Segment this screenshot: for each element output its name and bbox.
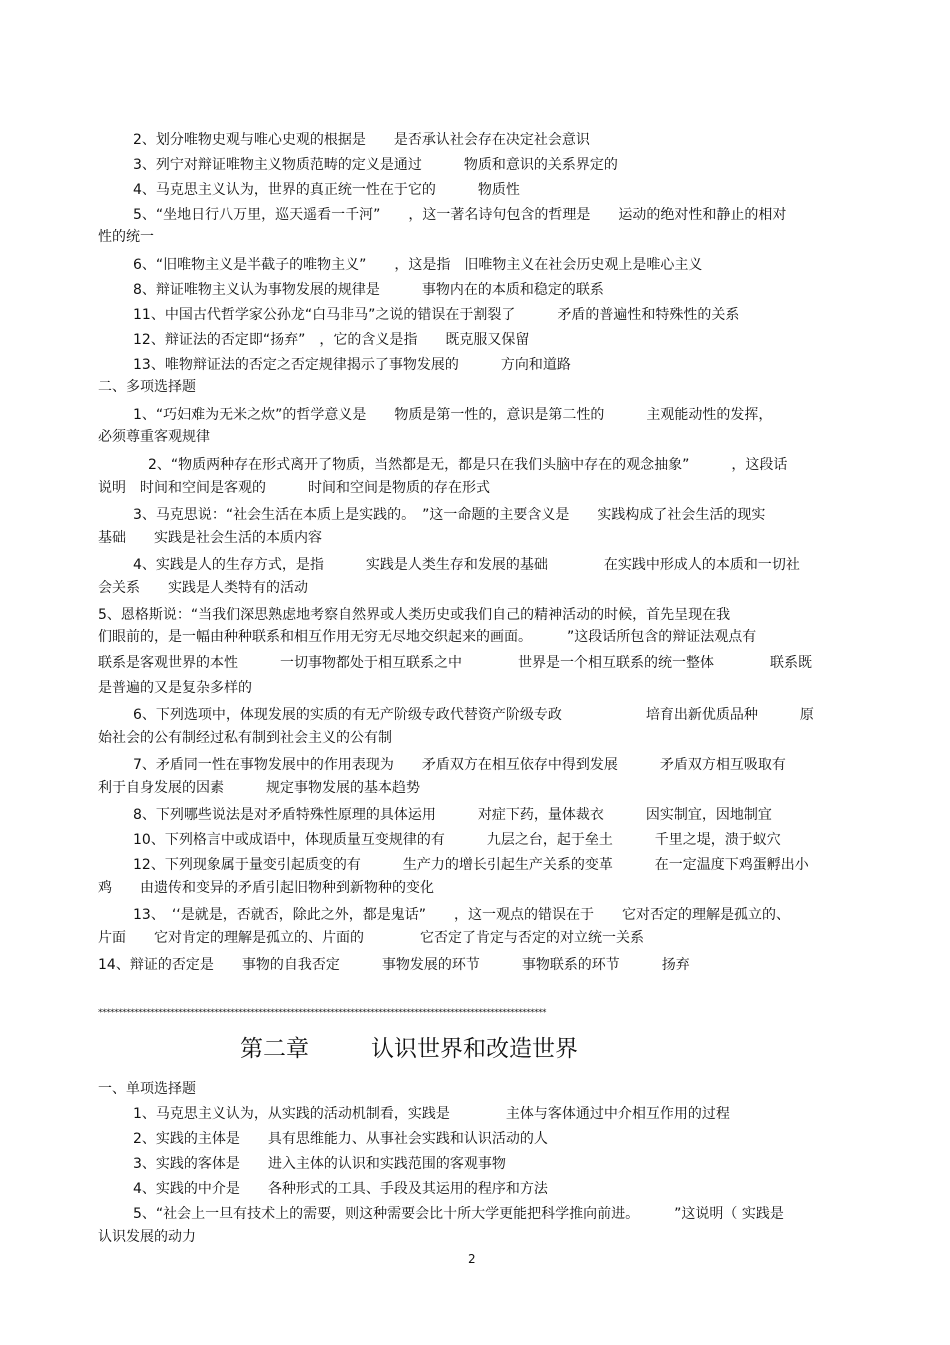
q-line: 11、中国古代哲学家公孙龙“白马非马”之说的错误在于割裂了 矛盾的普遍性和特殊性的关系: [133, 307, 740, 323]
q-line: 3、实践的客体是 进入主体的认识和实践范围的客观事物: [133, 1156, 506, 1172]
q-line: 5、“坐地日行八万里，巡天遥看一千河” ，这一著名诗句包含的哲理是 运动的绝对性和静止的相对: [133, 207, 787, 223]
q-line: 4、马克思主义认为，世界的真正统一性在于它的 物质性: [133, 182, 520, 198]
q-line: 10、下列格言中或成语中，体现质量互变规律的有 九层之台，起于垒土 千里之堤，溃于蚁穴: [133, 832, 781, 848]
q-line: 8、下列哪些说法是对矛盾特殊性原理的具体运用 对症下药，量体裁衣 因实制宜，因地制宜: [133, 807, 772, 823]
section-heading: 一、单项选择题: [98, 1081, 196, 1097]
q-line: 必须尊重客观规律: [98, 429, 210, 445]
q-line: 13、唯物辩证法的否定之否定规律揭示了事物发展的 方向和道路: [133, 357, 571, 373]
q-line: 鸡 由遗传和变异的矛盾引起旧物种到新物种的变化: [98, 880, 434, 896]
q-line: 12、下列现象属于量变引起质变的有 生产力的增长引起生产关系的变革 在一定温度下鸡蛋孵出小: [133, 857, 809, 873]
q-line: 是普遍的又是复杂多样的: [98, 680, 252, 696]
q-line: 3、马克思说：“社会生活在本质上是实践的。 ”这一命题的主要含义是 实践构成了社会生活的现实: [133, 507, 766, 523]
q-line: 始社会的公有制经过私有制到社会主义的公有制: [98, 730, 392, 746]
q-line: 2、“物质两种存在形式离开了物质，当然都是无，都是只在我们头脑中存在的观念抽象” ，这段话: [148, 457, 788, 473]
q-line: 们眼前的，是一幅由种种联系和相互作用无穷无尽地交织起来的画面。 ”这段话所包含的辩证法观点有: [98, 629, 757, 645]
chapter-title: 认识世界和改造世界: [371, 1036, 578, 1062]
chapter-heading: [240, 1034, 578, 1064]
q-line: 5、“社会上一旦有技术上的需要，则这种需要会比十所大学更能把科学推向前进。 ”这说明（ 实践是: [133, 1206, 784, 1222]
q-line: 说明 时间和空间是客观的 时间和空间是物质的存在形式: [98, 480, 490, 496]
q-line: 片面 它对肯定的理解是孤立的、片面的 它否定了肯定与否定的对立统一关系: [98, 930, 644, 946]
section-heading: 二、多项选择题: [98, 379, 196, 395]
chapter-number: 第二章: [240, 1036, 309, 1062]
q-line: 2、实践的主体是 具有思维能力、从事社会实践和认识活动的人: [133, 1131, 548, 1147]
q-line: 6、下列选项中，体现发展的实质的有无产阶级专政代替资产阶级专政 培育出新优质品种 原: [133, 707, 814, 723]
q-line: 4、实践是人的生存方式，是指 实践是人类生存和发展的基础 在实践中形成人的本质和一切社: [133, 557, 800, 573]
q-line: 7、矛盾同一性在事物发展中的作用表现为 矛盾双方在相互依存中得到发展 矛盾双方相互吸取有: [133, 757, 786, 773]
q-line: 利于自身发展的因素 规定事物发展的基本趋势: [98, 780, 420, 796]
q-line: 13、 ‘‘是就是，否就否，除此之外，都是鬼话” ，这一观点的错误在于 它对否定的理解是孤立的、: [133, 907, 790, 923]
q-line: 12、辩证法的否定即“扬弃” ，它的含义是指 既克服又保留: [133, 332, 530, 348]
page-number: 2: [468, 1252, 476, 1266]
q-line: 基础 实践是社会生活的本质内容: [98, 530, 322, 546]
q-line: 1、马克思主义认为，从实践的活动机制看，实践是 主体与客体通过中介相互作用的过程: [133, 1106, 730, 1122]
q-line: 认识发展的动力: [98, 1229, 196, 1245]
q-line: 会关系 实践是人类特有的活动: [98, 580, 308, 596]
q-line: 5、恩格斯说：“当我们深思熟虑地考察自然界或人类历史或我们自己的精神活动的时候，首先呈现在我: [98, 607, 731, 623]
q-line: 14、辩证的否定是 事物的自我否定 事物发展的环节 事物联系的环节 扬弃: [98, 957, 690, 973]
q-line: 8、辩证唯物主义认为事物发展的规律是 事物内在的本质和稳定的联系: [133, 282, 604, 298]
q-line: 3、列宁对辩证唯物主义物质范畴的定义是通过 物质和意识的关系界定的: [133, 157, 618, 173]
q-line: 4、实践的中介是 各种形式的工具、手段及其运用的程序和方法: [133, 1181, 548, 1197]
separator-line: ****************************************************************************************************************: [98, 1008, 546, 1018]
q-line: 1、“巧妇难为无米之炊”的哲学意义是 物质是第一性的，意识是第二性的 主观能动性的发挥，: [133, 407, 773, 423]
q-line: 性的统一: [98, 229, 154, 245]
q-line: 联系是客观世界的本性 一切事物都处于相互联系之中 世界是一个相互联系的统一整体 联系既: [98, 655, 812, 671]
q-line: 6、“旧唯物主义是半截子的唯物主义” ，这是指 旧唯物主义在社会历史观上是唯心主义: [133, 257, 703, 273]
q-line: 2、划分唯物史观与唯心史观的根据是 是否承认社会存在决定社会意识: [133, 132, 590, 148]
